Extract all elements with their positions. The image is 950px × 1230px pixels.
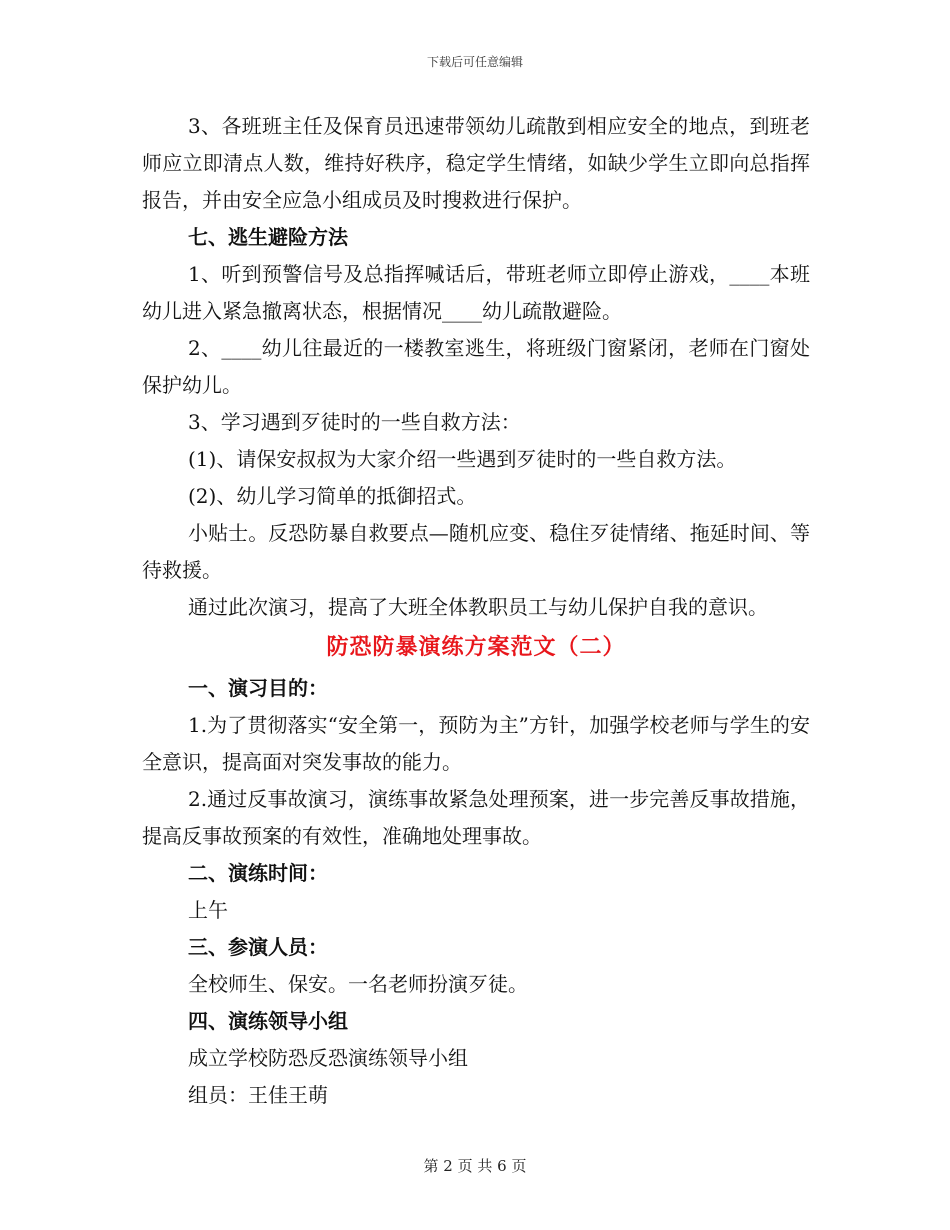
paragraph-evacuation: 3、各班班主任及保育员迅速带领幼儿疏散到相应安全的地点，到班老师应立即清点人数，维持好秩序，稳定学生情绪，如缺少学生立即向总指挥报告，并由安全应急小组成员及时搜救进行保护。	[142, 114, 810, 212]
paragraph-members: 组员：王佳王萌	[188, 1083, 328, 1107]
header-note: 下载后可任意编辑	[426, 55, 523, 69]
paragraph-tips: 小贴士。反恐防暴自救要点—随机应变、稳住歹徒情绪、拖延时间、等待救援。	[142, 521, 810, 582]
section-heading-leadership: 四、演练领导小组	[188, 1009, 348, 1033]
paragraph-purpose-2: 2.通过反事故演习，演练事故紧急处理预案，进一步完善反事故措施，提高反事故预案的有效性，准确地处理事故。	[142, 787, 810, 848]
page-number: 第 2 页 共 6 页	[423, 1157, 527, 1175]
paragraph-participants: 全校师生、保安。一名老师扮演歹徒。	[188, 972, 528, 996]
list-item-self-rescue-1: (1)、请保安叔叔为大家介绍一些遇到歹徒时的一些自救方法。	[188, 447, 737, 471]
section-heading-participants: 三、参演人员：	[188, 935, 328, 959]
document-title-2: 防恐防暴演练方案范文（二）	[326, 635, 626, 660]
paragraph-time: 上午	[188, 898, 228, 922]
section-heading-escape: 七、逃生避险方法	[188, 225, 348, 249]
paragraph-escape-2: 2、____幼儿往最近的一楼教室逃生，将班级门窗紧闭，老师在门窗处保护幼儿。	[142, 336, 810, 397]
section-heading-time: 二、演练时间：	[188, 861, 328, 885]
list-item-self-rescue-2: (2)、幼儿学习简单的抵御招式。	[188, 484, 477, 508]
section-heading-purpose: 一、演习目的：	[188, 676, 328, 700]
paragraph-leadership: 成立学校防恐反恐演练领导小组	[188, 1046, 468, 1070]
paragraph-purpose-1: 1.为了贯彻落实“安全第一，预防为主”方针，加强学校老师与学生的安全意识，提高面对突发事故的能力。	[142, 713, 810, 774]
paragraph-escape-1: 1、听到预警信号及总指挥喊话后，带班老师立即停止游戏，____本班幼儿进入紧急撤离状态，根据情况____幼儿疏散避险。	[142, 262, 810, 323]
document-body	[142, 108, 810, 1114]
paragraph-escape-3: 3、学习遇到歹徒时的一些自救方法：	[188, 410, 521, 434]
paragraph-conclusion: 通过此次演习，提高了大班全体教职员工与幼儿保护自我的意识。	[188, 595, 768, 619]
